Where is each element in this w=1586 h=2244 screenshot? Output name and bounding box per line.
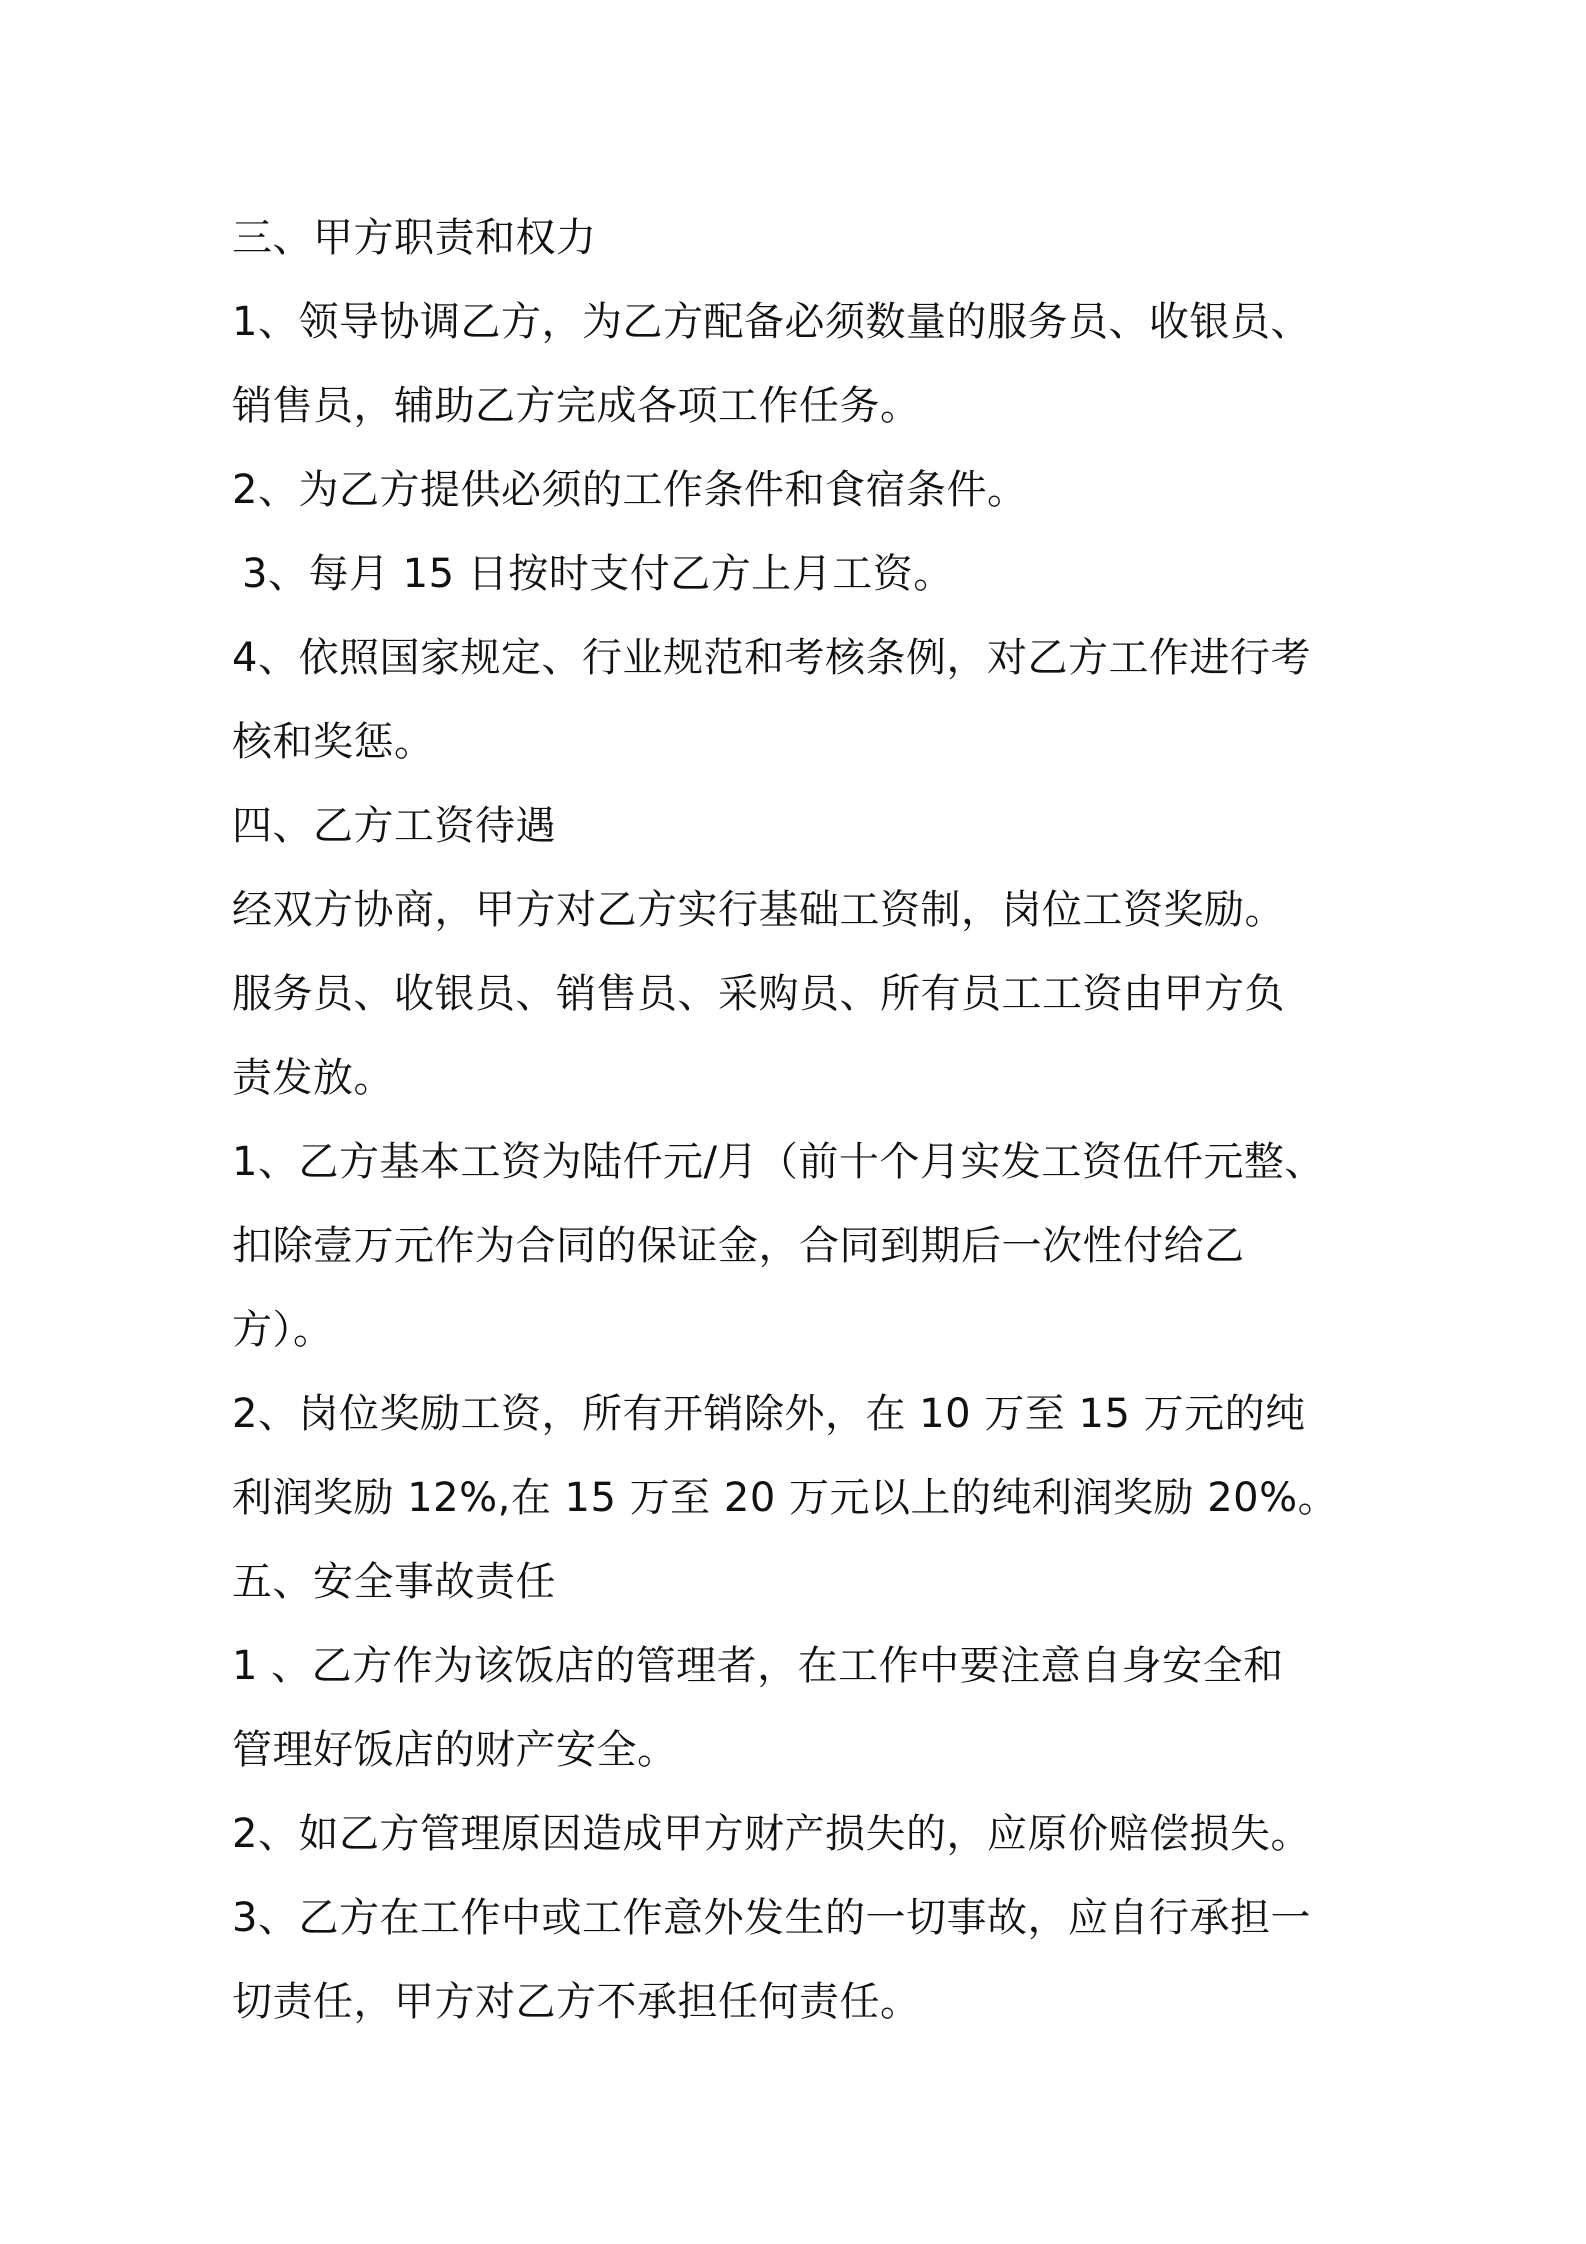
clause-3-1 bbox=[232, 280, 1380, 448]
text-line: 1 、乙方作为该饭店的管理者，在工作中要注意自身安全和 bbox=[232, 1643, 1284, 1689]
text-line: 管理好饭店的财产安全。 bbox=[232, 1727, 678, 1773]
text-line: 利润奖励 12%,在 15 万至 20 万元以上的纯利润奖励 20%。 bbox=[232, 1475, 1339, 1521]
text-line: 经双方协商，甲方对乙方实行基础工资制，岗位工资奖励。 bbox=[232, 887, 1285, 933]
text-line: 方）。 bbox=[232, 1307, 334, 1353]
clause-5-2 bbox=[232, 1792, 1380, 1876]
paragraph-salary-system bbox=[232, 868, 1380, 952]
section-heading-5 bbox=[232, 1540, 1380, 1624]
text-line: 责发放。 bbox=[232, 1055, 394, 1101]
clause-5-3 bbox=[232, 1876, 1380, 2044]
text-line: 四、乙方工资待遇 bbox=[232, 803, 556, 849]
text-line: 服务员、收银员、销售员、采购员、所有员工工资由甲方负 bbox=[232, 971, 1285, 1017]
text-line: 扣除壹万元作为合同的保证金，合同到期后一次性付给乙 bbox=[232, 1223, 1245, 1269]
section-heading-4 bbox=[232, 784, 1380, 868]
clause-3-2 bbox=[232, 448, 1380, 532]
text-line: 1、领导协调乙方，为乙方配备必须数量的服务员、收银员、 bbox=[232, 299, 1311, 345]
document-body bbox=[232, 196, 1380, 2044]
clause-5-1 bbox=[232, 1624, 1380, 1792]
text-line: 核和奖惩。 bbox=[232, 719, 435, 765]
text-line: 五、安全事故责任 bbox=[232, 1559, 556, 1605]
text-line: 2、为乙方提供必须的工作条件和食宿条件。 bbox=[232, 467, 1028, 513]
paragraph-salary-payment bbox=[232, 952, 1380, 1120]
section-heading-3 bbox=[232, 196, 1380, 280]
text-line: 3、每月 15 日按时支付乙方上月工资。 bbox=[242, 551, 954, 597]
text-line: 1、乙方基本工资为陆仟元/月（前十个月实发工资伍仟元整、 bbox=[232, 1139, 1325, 1185]
text-line: 2、岗位奖励工资，所有开销除外，在 10 万至 15 万元的纯 bbox=[232, 1391, 1306, 1437]
clause-4-2 bbox=[232, 1372, 1380, 1540]
text-line: 3、乙方在工作中或工作意外发生的一切事故，应自行承担一 bbox=[232, 1895, 1311, 1941]
text-line: 销售员，辅助乙方完成各项工作任务。 bbox=[232, 383, 921, 429]
clause-4-1 bbox=[232, 1120, 1380, 1372]
clause-3-4 bbox=[232, 616, 1380, 784]
text-line: 2、如乙方管理原因造成甲方财产损失的，应原价赔偿损失。 bbox=[232, 1811, 1311, 1857]
clause-3-3 bbox=[232, 532, 1380, 616]
text-line: 切责任，甲方对乙方不承担任何责任。 bbox=[232, 1979, 921, 2025]
text-line: 三、甲方职责和权力 bbox=[232, 215, 597, 261]
text-line: 4、依照国家规定、行业规范和考核条例，对乙方工作进行考 bbox=[232, 635, 1311, 681]
